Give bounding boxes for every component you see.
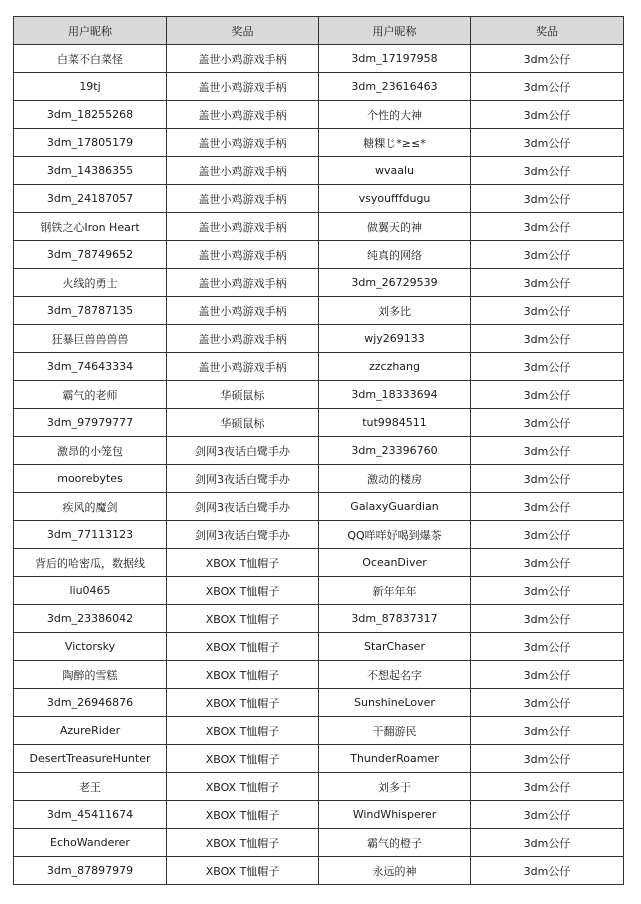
cell-prize-left: 盖世小鸡游戏手柄 xyxy=(167,297,319,325)
cell-prize-left: 盖世小鸡游戏手柄 xyxy=(167,241,319,269)
cell-prize-right: 3dm公仔 xyxy=(471,45,624,73)
table-row xyxy=(14,325,624,353)
cell-nickname-left: 陶醉的雪糕 xyxy=(14,661,167,689)
cell-prize-left: XBOX T恤帽子 xyxy=(167,801,319,829)
table-row xyxy=(14,353,624,381)
cell-nickname-left: Victorsky xyxy=(14,633,167,661)
cell-nickname-right: 刘多于 xyxy=(319,773,471,801)
cell-nickname-left: 背后的哈密瓜，数据线 xyxy=(14,549,167,577)
cell-nickname-right: 霸气的橙子 xyxy=(319,829,471,857)
cell-prize-right: 3dm公仔 xyxy=(471,829,624,857)
cell-prize-right: 3dm公仔 xyxy=(471,101,624,129)
table-row xyxy=(14,73,624,101)
cell-nickname-left: 3dm_77113123 xyxy=(14,521,167,549)
cell-nickname-left: 3dm_17805179 xyxy=(14,129,167,157)
table-row xyxy=(14,717,624,745)
cell-nickname-right: wjy269133 xyxy=(319,325,471,353)
cell-prize-right: 3dm公仔 xyxy=(471,745,624,773)
cell-prize-right: 3dm公仔 xyxy=(471,717,624,745)
table-row xyxy=(14,773,624,801)
cell-prize-left: XBOX T恤帽子 xyxy=(167,745,319,773)
cell-prize-left: XBOX T恤帽子 xyxy=(167,661,319,689)
table-row xyxy=(14,801,624,829)
cell-prize-right: 3dm公仔 xyxy=(471,801,624,829)
cell-prize-right: 3dm公仔 xyxy=(471,157,624,185)
cell-prize-right: 3dm公仔 xyxy=(471,605,624,633)
cell-nickname-right: OceanDiver xyxy=(319,549,471,577)
table-row xyxy=(14,857,624,885)
cell-nickname-right: 3dm_87837317 xyxy=(319,605,471,633)
cell-nickname-right: wvaalu xyxy=(319,157,471,185)
cell-nickname-left: 狂暴巨兽兽兽兽 xyxy=(14,325,167,353)
cell-nickname-left: 3dm_24187057 xyxy=(14,185,167,213)
cell-nickname-right: 个性的大神 xyxy=(319,101,471,129)
cell-prize-left: 盖世小鸡游戏手柄 xyxy=(167,185,319,213)
cell-prize-left: 盖世小鸡游戏手柄 xyxy=(167,353,319,381)
cell-prize-right: 3dm公仔 xyxy=(471,857,624,885)
cell-prize-left: XBOX T恤帽子 xyxy=(167,773,319,801)
cell-nickname-left: moorebytes xyxy=(14,465,167,493)
cell-nickname-right: 3dm_23396760 xyxy=(319,437,471,465)
cell-nickname-right: 糖粿じ*≥≤* xyxy=(319,129,471,157)
table-row xyxy=(14,745,624,773)
cell-prize-right: 3dm公仔 xyxy=(471,325,624,353)
cell-nickname-left: 3dm_87897979 xyxy=(14,857,167,885)
cell-prize-right: 3dm公仔 xyxy=(471,353,624,381)
cell-prize-right: 3dm公仔 xyxy=(471,297,624,325)
cell-prize-left: XBOX T恤帽子 xyxy=(167,689,319,717)
cell-prize-right: 3dm公仔 xyxy=(471,241,624,269)
cell-nickname-right: 干翻游民 xyxy=(319,717,471,745)
cell-prize-left: 盖世小鸡游戏手柄 xyxy=(167,101,319,129)
table-body xyxy=(14,45,624,885)
cell-prize-left: XBOX T恤帽子 xyxy=(167,717,319,745)
cell-nickname-left: 火线的勇士 xyxy=(14,269,167,297)
cell-prize-left: 盖世小鸡游戏手柄 xyxy=(167,129,319,157)
cell-nickname-right: tut9984511 xyxy=(319,409,471,437)
header-nickname-right: 用户昵称 xyxy=(319,17,471,45)
cell-prize-right: 3dm公仔 xyxy=(471,521,624,549)
cell-nickname-left: 3dm_78787135 xyxy=(14,297,167,325)
cell-nickname-left: 老王 xyxy=(14,773,167,801)
header-row xyxy=(14,17,624,45)
cell-nickname-left: 激昂的小笼包 xyxy=(14,437,167,465)
cell-nickname-left: 3dm_18255268 xyxy=(14,101,167,129)
cell-nickname-left: 白菜不白菜怪 xyxy=(14,45,167,73)
cell-nickname-right: WindWhisperer xyxy=(319,801,471,829)
cell-prize-left: 盖世小鸡游戏手柄 xyxy=(167,157,319,185)
cell-prize-left: 盖世小鸡游戏手柄 xyxy=(167,73,319,101)
winners-table xyxy=(13,16,624,885)
table-row xyxy=(14,437,624,465)
cell-nickname-right: 激动的楼房 xyxy=(319,465,471,493)
table-row xyxy=(14,297,624,325)
cell-prize-left: XBOX T恤帽子 xyxy=(167,829,319,857)
cell-prize-right: 3dm公仔 xyxy=(471,493,624,521)
cell-prize-left: 剑网3夜话白鹭手办 xyxy=(167,521,319,549)
cell-prize-right: 3dm公仔 xyxy=(471,689,624,717)
cell-prize-left: 华硕鼠标 xyxy=(167,381,319,409)
cell-nickname-right: 刘多比 xyxy=(319,297,471,325)
cell-prize-left: 盖世小鸡游戏手柄 xyxy=(167,213,319,241)
cell-prize-left: XBOX T恤帽子 xyxy=(167,549,319,577)
cell-prize-left: 剑网3夜话白鹭手办 xyxy=(167,493,319,521)
cell-nickname-left: DesertTreasureHunter xyxy=(14,745,167,773)
table-row xyxy=(14,241,624,269)
cell-nickname-left: 疾风的魔剑 xyxy=(14,493,167,521)
table-row xyxy=(14,381,624,409)
cell-nickname-right: QQ咩咩好喝到爆茶 xyxy=(319,521,471,549)
cell-nickname-right: 3dm_26729539 xyxy=(319,269,471,297)
cell-nickname-left: 3dm_26946876 xyxy=(14,689,167,717)
cell-nickname-right: 3dm_23616463 xyxy=(319,73,471,101)
table-row xyxy=(14,605,624,633)
cell-nickname-right: vsyoufffdugu xyxy=(319,185,471,213)
cell-nickname-right: 3dm_18333694 xyxy=(319,381,471,409)
cell-prize-left: XBOX T恤帽子 xyxy=(167,633,319,661)
cell-prize-left: 盖世小鸡游戏手柄 xyxy=(167,269,319,297)
cell-prize-left: XBOX T恤帽子 xyxy=(167,857,319,885)
cell-nickname-right: 3dm_17197958 xyxy=(319,45,471,73)
cell-prize-left: XBOX T恤帽子 xyxy=(167,577,319,605)
cell-nickname-left: 3dm_14386355 xyxy=(14,157,167,185)
cell-prize-right: 3dm公仔 xyxy=(471,381,624,409)
cell-nickname-left: 3dm_78749652 xyxy=(14,241,167,269)
table-row xyxy=(14,157,624,185)
cell-prize-right: 3dm公仔 xyxy=(471,185,624,213)
cell-prize-right: 3dm公仔 xyxy=(471,213,624,241)
cell-nickname-right: StarChaser xyxy=(319,633,471,661)
cell-nickname-right: 新年年年 xyxy=(319,577,471,605)
table-row xyxy=(14,521,624,549)
cell-prize-right: 3dm公仔 xyxy=(471,577,624,605)
cell-prize-right: 3dm公仔 xyxy=(471,773,624,801)
cell-nickname-right: SunshineLover xyxy=(319,689,471,717)
table-row xyxy=(14,465,624,493)
cell-prize-left: 剑网3夜话白鹭手办 xyxy=(167,465,319,493)
cell-nickname-right: 做翼天的神 xyxy=(319,213,471,241)
table-row xyxy=(14,129,624,157)
table-row xyxy=(14,689,624,717)
table-row xyxy=(14,661,624,689)
cell-prize-left: XBOX T恤帽子 xyxy=(167,605,319,633)
cell-prize-left: 盖世小鸡游戏手柄 xyxy=(167,45,319,73)
cell-nickname-left: AzureRider xyxy=(14,717,167,745)
cell-nickname-left: 3dm_97979777 xyxy=(14,409,167,437)
cell-nickname-right: GalaxyGuardian xyxy=(319,493,471,521)
cell-nickname-left: 霸气的老师 xyxy=(14,381,167,409)
cell-nickname-left: 钢铁之心Iron Heart xyxy=(14,213,167,241)
cell-nickname-left: 3dm_23386042 xyxy=(14,605,167,633)
header-prize-right: 奖品 xyxy=(471,17,624,45)
cell-prize-left: 华硕鼠标 xyxy=(167,409,319,437)
header-nickname-left: 用户昵称 xyxy=(14,17,167,45)
cell-prize-right: 3dm公仔 xyxy=(471,73,624,101)
table-row xyxy=(14,493,624,521)
cell-nickname-right: ThunderRoamer xyxy=(319,745,471,773)
cell-nickname-right: 纯真的网络 xyxy=(319,241,471,269)
cell-prize-right: 3dm公仔 xyxy=(471,465,624,493)
cell-nickname-right: 不想起名字 xyxy=(319,661,471,689)
header-prize-left: 奖品 xyxy=(167,17,319,45)
table-row xyxy=(14,549,624,577)
table-row xyxy=(14,213,624,241)
cell-nickname-left: 19tj xyxy=(14,73,167,101)
winners-sheet xyxy=(13,16,623,885)
cell-prize-right: 3dm公仔 xyxy=(471,437,624,465)
table-row xyxy=(14,829,624,857)
cell-nickname-left: 3dm_45411674 xyxy=(14,801,167,829)
cell-nickname-left: liu0465 xyxy=(14,577,167,605)
cell-nickname-right: 永远的神 xyxy=(319,857,471,885)
table-row xyxy=(14,185,624,213)
table-row xyxy=(14,633,624,661)
table-row xyxy=(14,577,624,605)
cell-prize-right: 3dm公仔 xyxy=(471,129,624,157)
cell-prize-right: 3dm公仔 xyxy=(471,633,624,661)
table-row xyxy=(14,409,624,437)
table-row xyxy=(14,269,624,297)
cell-nickname-right: zzczhang xyxy=(319,353,471,381)
cell-prize-right: 3dm公仔 xyxy=(471,549,624,577)
table-row xyxy=(14,101,624,129)
cell-prize-right: 3dm公仔 xyxy=(471,269,624,297)
cell-prize-left: 盖世小鸡游戏手柄 xyxy=(167,325,319,353)
table-row xyxy=(14,45,624,73)
cell-nickname-left: 3dm_74643334 xyxy=(14,353,167,381)
cell-prize-left: 剑网3夜话白鹭手办 xyxy=(167,437,319,465)
cell-prize-right: 3dm公仔 xyxy=(471,661,624,689)
cell-prize-right: 3dm公仔 xyxy=(471,409,624,437)
cell-nickname-left: EchoWanderer xyxy=(14,829,167,857)
